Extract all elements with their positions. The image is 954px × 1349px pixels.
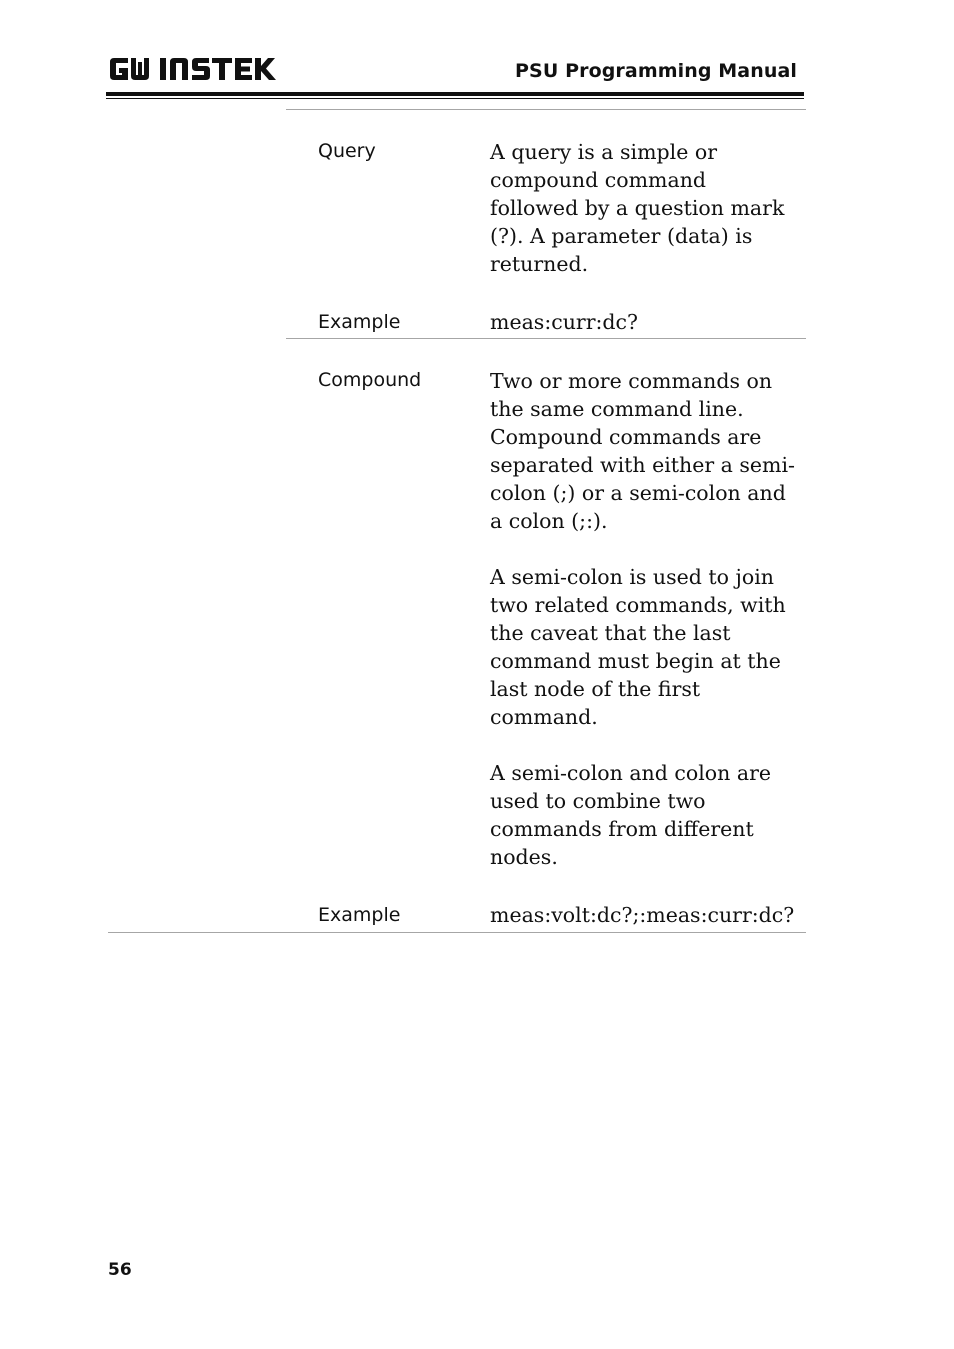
- query-divider: [286, 338, 806, 339]
- table-top-divider: [286, 109, 806, 110]
- header-rule-thick: [106, 92, 804, 96]
- page-number: 56: [108, 1260, 132, 1280]
- compound-paragraph-3: A semi-colon and colon are used to combine two commands from different nodes.: [490, 761, 771, 869]
- header-rule-thin: [106, 98, 804, 99]
- query-example-label: Example: [318, 311, 401, 333]
- compound-example-value: meas:volt:dc?;:meas:curr:dc?: [490, 903, 795, 927]
- table-bottom-divider: [108, 932, 806, 933]
- compound-paragraph-1: Two or more commands on the same command line. Compound commands are separated with either a semi-colon (;) or a semi-colon and a colon (;:).: [490, 369, 795, 533]
- query-description: A query is a simple or compound command followed by a question mark (?). A parameter (data) is returned.: [490, 140, 785, 276]
- compound-label: Compound: [318, 369, 422, 391]
- page-header: [0, 0, 954, 110]
- query-example-value: meas:curr:dc?: [490, 310, 639, 334]
- compound-example-label: Example: [318, 904, 401, 926]
- manual-title: PSU Programming Manual: [515, 60, 797, 82]
- query-label: Query: [318, 140, 376, 162]
- gw-instek-logo: [108, 50, 278, 88]
- compound-paragraph-2: A semi-colon is used to join two related commands, with the caveat that the last command must begin at the last node of the first command.: [490, 565, 786, 729]
